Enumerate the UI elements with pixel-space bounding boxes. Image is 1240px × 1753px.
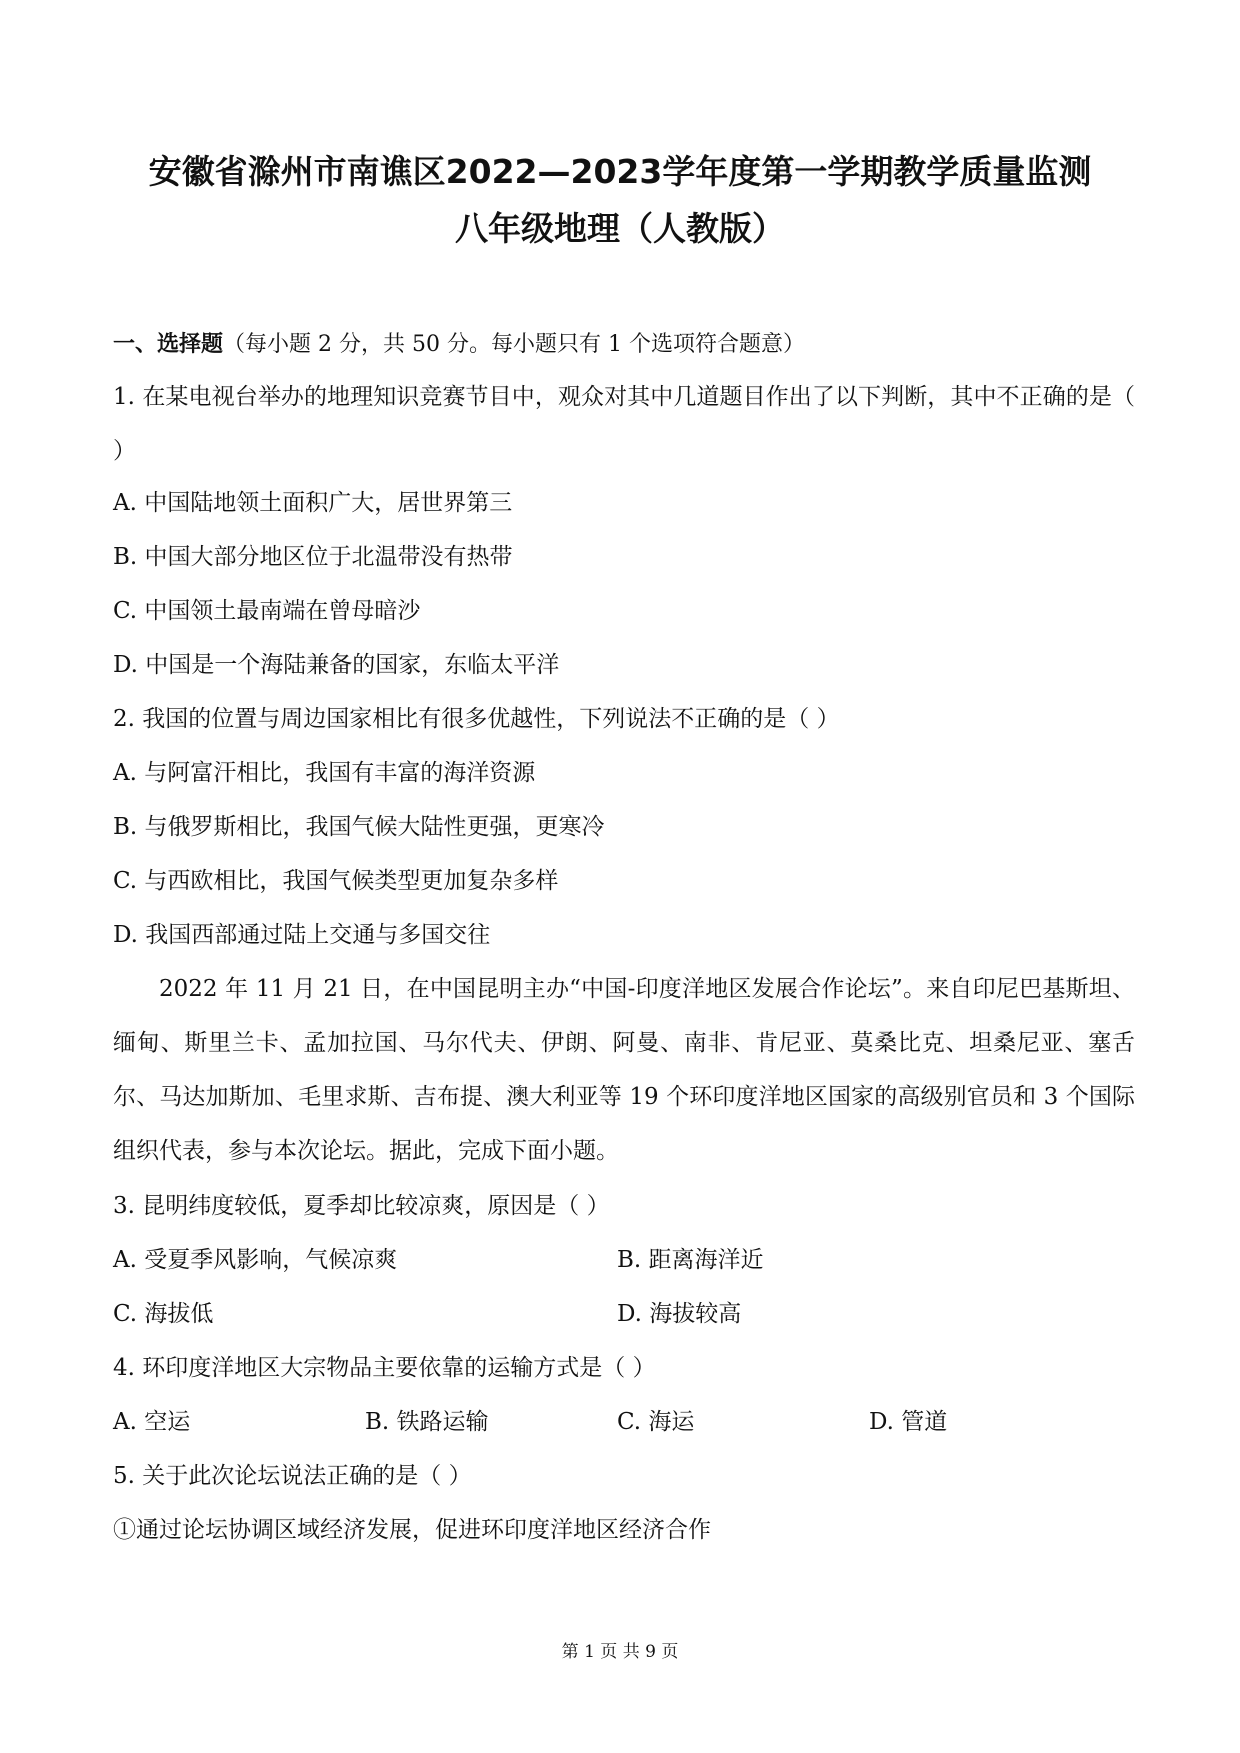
question-1-option-d: D. 中国是一个海陆兼备的国家，东临太平洋 — [113, 652, 560, 678]
exam-subtitle: 八年级地理（人教版） — [455, 209, 785, 248]
exam-title: 安徽省滁州市南谯区2022—2023学年度第一学期教学质量监测 — [148, 152, 1092, 191]
question-5-statement-1: ①通过论坛协调区域经济发展，促进环印度洋地区经济合作 — [113, 1517, 711, 1543]
question-1-option-a: A. 中国陆地领土面积广大，居世界第三 — [113, 490, 513, 516]
section-heading-note: （每小题 2 分，共 50 分。每小题只有 1 个选项符合题意） — [223, 332, 805, 357]
reading-passage: 2022 年 11 月 21 日，在中国昆明主办“中国-印度洋地区发展合作论坛”。来自印尼巴基斯坦、缅甸、斯里兰卡、孟加拉国、马尔代夫、伊朗、阿曼、南非、肯尼亚、莫桑比克、坦桑尼亚、塞舌尔、马达加斯加、毛里求斯、吉布提、澳大利亚等 19 个环印度洋地区国家的高级别官员和 3 个国际组织代表，参与本次论坛。据此，完成下面小题。 — [113, 976, 1135, 1164]
question-3-stem: 3. 昆明纬度较低，夏季却比较凉爽，原因是（ ） — [113, 1193, 610, 1219]
question-2-option-c: C. 与西欧相比，我国气候类型更加复杂多样 — [113, 868, 559, 894]
question-3-option-a: A. 受夏季风影响，气候凉爽 — [113, 1247, 398, 1273]
section-heading — [113, 327, 805, 358]
question-3-option-c: C. 海拔低 — [113, 1301, 214, 1327]
page-footer: 第 1 页 共 9 页 — [561, 1642, 679, 1662]
question-3-option-b: B. 距离海洋近 — [617, 1247, 764, 1273]
question-2-option-a: A. 与阿富汗相比，我国有丰富的海洋资源 — [113, 760, 536, 786]
question-1-option-c: C. 中国领土最南端在曾母暗沙 — [113, 598, 421, 624]
question-2-stem: 2. 我国的位置与周边国家相比有很多优越性，下列说法不正确的是（ ） — [113, 706, 840, 732]
question-1-option-b: B. 中国大部分地区位于北温带没有热带 — [113, 544, 513, 570]
question-2-option-b: B. 与俄罗斯相比，我国气候大陆性更强，更寒冷 — [113, 814, 605, 840]
question-4-option-a: A. 空运 — [113, 1409, 191, 1435]
question-1-stem: 1. 在某电视台举办的地理知识竞赛节目中，观众对其中几道题目作出了以下判断，其中不正确的是（ ） — [113, 384, 1135, 464]
question-3-option-d: D. 海拔较高 — [617, 1301, 742, 1327]
section-heading-label: 一、选择题 — [113, 332, 224, 357]
question-4-option-d: D. 管道 — [869, 1409, 948, 1435]
question-2-option-d: D. 我国西部通过陆上交通与多国交往 — [113, 922, 491, 948]
question-4-option-b: B. 铁路运输 — [365, 1409, 489, 1435]
question-4-option-c: C. 海运 — [617, 1409, 695, 1435]
question-5-stem: 5. 关于此次论坛说法正确的是（ ） — [113, 1463, 472, 1489]
question-4-stem: 4. 环印度洋地区大宗物品主要依靠的运输方式是（ ） — [113, 1355, 656, 1381]
